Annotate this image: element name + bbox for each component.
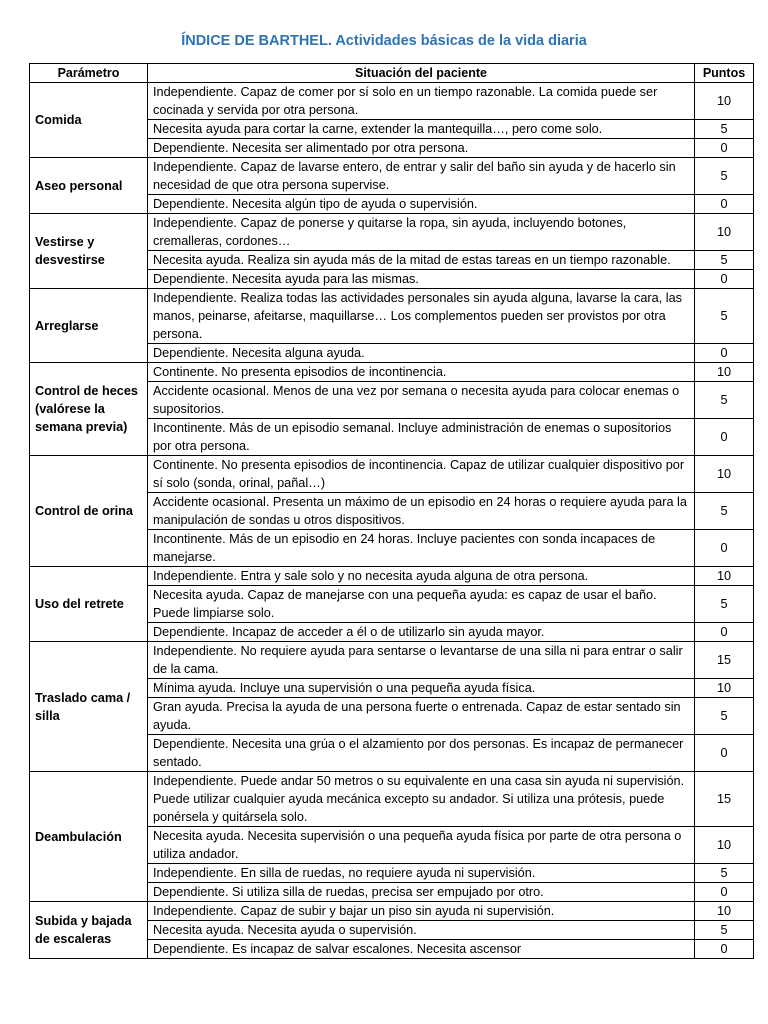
situation-cell: Independiente. Realiza todas las actividades personales sin ayuda alguna, lavarse la cara, las manos, peinarse, afeitarse, maquillarse… Los complementos pueden ser provistos por otra persona. <box>148 289 695 344</box>
points-cell: 10 <box>695 214 754 251</box>
header-parameter: Parámetro <box>30 64 148 83</box>
situation-cell: Continente. No presenta episodios de incontinencia. Capaz de utilizar cualquier dispositivo por sí solo (sonda, orinal, pañal…) <box>148 456 695 493</box>
points-cell: 0 <box>695 139 754 158</box>
points-cell: 0 <box>695 344 754 363</box>
situation-cell: Dependiente. Necesita ayuda para las mismas. <box>148 270 695 289</box>
points-cell: 5 <box>695 493 754 530</box>
situation-cell: Dependiente. Necesita ser alimentado por otra persona. <box>148 139 695 158</box>
points-cell: 10 <box>695 83 754 120</box>
situation-cell: Gran ayuda. Precisa la ayuda de una persona fuerte o entrenada. Capaz de estar sentado sin ayuda. <box>148 698 695 735</box>
header-situation: Situación del paciente <box>148 64 695 83</box>
situation-cell: Accidente ocasional. Presenta un máximo de un episodio en 24 horas o requiere ayuda para la manipulación de sondas u otros dispositivos. <box>148 493 695 530</box>
situation-cell: Dependiente. Necesita una grúa o el alzamiento por dos personas. Es incapaz de permanecer sentado. <box>148 735 695 772</box>
situation-cell: Dependiente. Necesita alguna ayuda. <box>148 344 695 363</box>
situation-cell: Necesita ayuda para cortar la carne, extender la mantequilla…, pero come solo. <box>148 120 695 139</box>
parameter-cell: Comida <box>30 83 148 158</box>
table-row <box>30 363 754 382</box>
situation-cell: Incontinente. Más de un episodio en 24 horas. Incluye pacientes con sonda incapaces de manejarse. <box>148 530 695 567</box>
table-body <box>30 83 754 959</box>
situation-cell: Independiente. Capaz de comer por sí solo en un tiempo razonable. La comida puede ser cocinada y servida por otra persona. <box>148 83 695 120</box>
points-cell: 5 <box>695 158 754 195</box>
situation-cell: Independiente. Capaz de lavarse entero, de entrar y salir del baño sin ayuda y de hacerlo sin necesidad de que otra persona supervise. <box>148 158 695 195</box>
situation-cell: Mínima ayuda. Incluye una supervisión o una pequeña ayuda física. <box>148 679 695 698</box>
header-points: Puntos <box>695 64 754 83</box>
table-row <box>30 642 754 679</box>
parameter-cell: Traslado cama / silla <box>30 642 148 772</box>
situation-cell: Independiente. Entra y sale solo y no necesita ayuda alguna de otra persona. <box>148 567 695 586</box>
points-cell: 0 <box>695 623 754 642</box>
situation-cell: Independiente. Capaz de subir y bajar un piso sin ayuda ni supervisión. <box>148 902 695 921</box>
table-row <box>30 902 754 921</box>
table-header-row <box>30 64 754 83</box>
table-row <box>30 214 754 251</box>
situation-cell: Independiente. No requiere ayuda para sentarse o levantarse de una silla ni para entrar o salir de la cama. <box>148 642 695 679</box>
parameter-cell: Vestirse y desvestirse <box>30 214 148 289</box>
points-cell: 0 <box>695 195 754 214</box>
points-cell: 5 <box>695 289 754 344</box>
points-cell: 0 <box>695 735 754 772</box>
points-cell: 10 <box>695 456 754 493</box>
situation-cell: Independiente. Capaz de ponerse y quitarse la ropa, sin ayuda, incluyendo botones, cremalleras, cordones… <box>148 214 695 251</box>
table-row <box>30 456 754 493</box>
points-cell: 15 <box>695 642 754 679</box>
parameter-cell: Uso del retrete <box>30 567 148 642</box>
points-cell: 10 <box>695 902 754 921</box>
situation-cell: Dependiente. Incapaz de acceder a él o de utilizarlo sin ayuda mayor. <box>148 623 695 642</box>
barthel-table <box>29 63 754 959</box>
table-row <box>30 289 754 344</box>
situation-cell: Independiente. En silla de ruedas, no requiere ayuda ni supervisión. <box>148 864 695 883</box>
situation-cell: Dependiente. Es incapaz de salvar escalones. Necesita ascensor <box>148 940 695 959</box>
situation-cell: Incontinente. Más de un episodio semanal. Incluye administración de enemas o supositorios por otra persona. <box>148 419 695 456</box>
parameter-cell: Subida y bajada de escaleras <box>30 902 148 959</box>
points-cell: 10 <box>695 363 754 382</box>
situation-cell: Continente. No presenta episodios de incontinencia. <box>148 363 695 382</box>
table-row <box>30 158 754 195</box>
parameter-cell: Arreglarse <box>30 289 148 363</box>
points-cell: 0 <box>695 530 754 567</box>
situation-cell: Dependiente. Necesita algún tipo de ayuda o supervisión. <box>148 195 695 214</box>
table-row <box>30 772 754 827</box>
points-cell: 0 <box>695 883 754 902</box>
points-cell: 5 <box>695 251 754 270</box>
points-cell: 0 <box>695 419 754 456</box>
points-cell: 0 <box>695 940 754 959</box>
points-cell: 0 <box>695 270 754 289</box>
document-title: ÍNDICE DE BARTHEL. Actividades básicas de la vida diaria <box>181 33 587 49</box>
situation-cell: Necesita ayuda. Realiza sin ayuda más de la mitad de estas tareas en un tiempo razonable. <box>148 251 695 270</box>
parameter-cell: Control de heces (valórese la semana previa) <box>30 363 148 456</box>
table-row <box>30 83 754 120</box>
points-cell: 10 <box>695 567 754 586</box>
situation-cell: Accidente ocasional. Menos de una vez por semana o necesita ayuda para colocar enemas o supositorios. <box>148 382 695 419</box>
points-cell: 5 <box>695 921 754 940</box>
situation-cell: Independiente. Puede andar 50 metros o su equivalente en una casa sin ayuda ni supervisión. Puede utilizar cualquier ayuda mecánica excepto su andador. Si utiliza una prótesis, puede ponérsela y quitársela solo. <box>148 772 695 827</box>
points-cell: 15 <box>695 772 754 827</box>
situation-cell: Necesita ayuda. Necesita supervisión o una pequeña ayuda física por parte de otra persona o utiliza andador. <box>148 827 695 864</box>
parameter-cell: Control de orina <box>30 456 148 567</box>
points-cell: 5 <box>695 698 754 735</box>
situation-cell: Dependiente. Si utiliza silla de ruedas, precisa ser empujado por otro. <box>148 883 695 902</box>
points-cell: 5 <box>695 120 754 139</box>
points-cell: 5 <box>695 382 754 419</box>
points-cell: 5 <box>695 864 754 883</box>
points-cell: 10 <box>695 679 754 698</box>
points-cell: 10 <box>695 827 754 864</box>
situation-cell: Necesita ayuda. Necesita ayuda o supervisión. <box>148 921 695 940</box>
parameter-cell: Deambulación <box>30 772 148 902</box>
situation-cell: Necesita ayuda. Capaz de manejarse con una pequeña ayuda: es capaz de usar el baño. Puede limpiarse solo. <box>148 586 695 623</box>
parameter-cell: Aseo personal <box>30 158 148 214</box>
table-row <box>30 567 754 586</box>
points-cell: 5 <box>695 586 754 623</box>
